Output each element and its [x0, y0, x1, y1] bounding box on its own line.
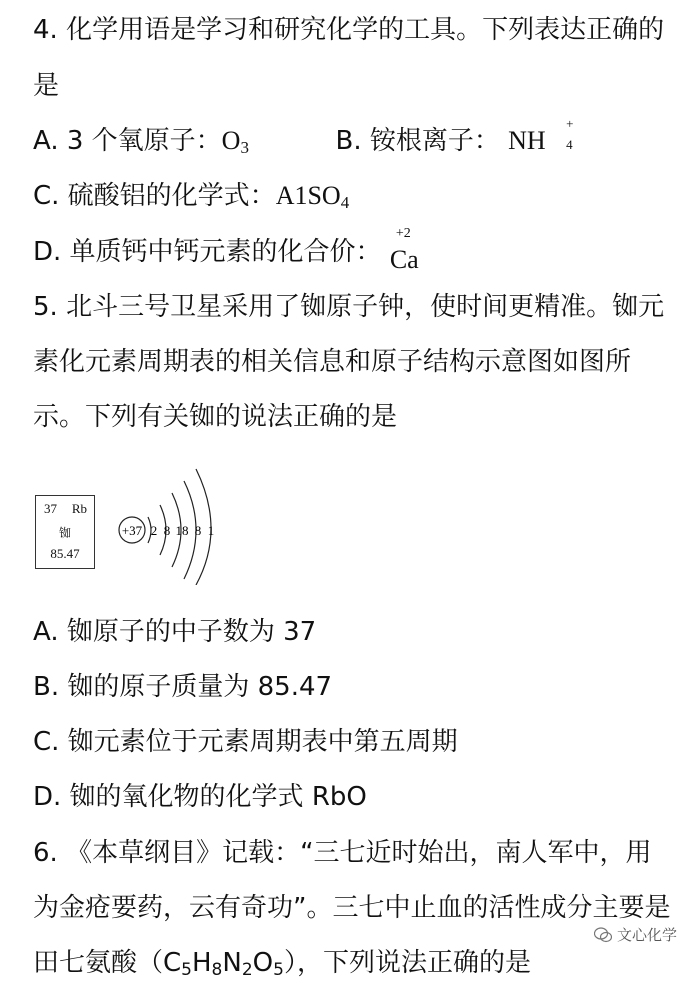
shell-count-3: 18 — [175, 523, 189, 538]
q4-option-d-formula: +2 Ca — [389, 226, 419, 274]
q5-option-a: A. 铷原子的中子数为 37 — [33, 617, 317, 647]
q5-stem-line1: 5. 北斗三号卫星采用了铷原子钟，使时间更精准。铷元 — [33, 292, 665, 322]
q5-stem-line3: 示。下列有关铷的说法正确的是 — [33, 402, 398, 432]
q4-option-d-label: D. 单质钙中钙元素的化合价： — [33, 237, 382, 267]
watermark-text: 文心化学 — [616, 926, 677, 944]
q5-stem-line2: 素化元素周期表的相关信息和原子结构示意图如图所 — [33, 347, 632, 377]
q5-option-d: D. 铷的氧化物的化学式 RbO — [33, 782, 367, 812]
q4-option-b-label: B. 铵根离子： — [335, 126, 500, 156]
atomic-structure-diagram — [110, 455, 240, 585]
q4-stem-line1: 4. 化学用语是学习和研究化学的工具。下列表达正确的 — [33, 15, 665, 45]
atomic-number: 37 — [44, 501, 57, 516]
shell-count-2: 8 — [163, 523, 171, 538]
watermark — [594, 924, 677, 945]
q4-option-c-formula: $A1SO_4$ — [275, 181, 350, 212]
q4-option-a-formula: $O_3$ — [221, 126, 249, 157]
valence-mark: +2 — [395, 226, 411, 241]
q4-options-row1 — [33, 116, 675, 163]
element-name: 铷 — [58, 526, 71, 540]
q6-stem-line2: 为金疮要药，云有奇功”。三七中止血的活性成分主要是 — [33, 893, 671, 923]
shell-count-5: 1 — [207, 523, 215, 538]
atomic-mass: 85.47 — [50, 546, 80, 561]
q5-option-b: B. 铷的原子质量为 85.47 — [33, 672, 333, 702]
q4-option-c — [33, 181, 675, 218]
q5-option-c: C. 铷元素位于元素周期表中第五周期 — [33, 727, 458, 757]
q4-option-a-label: A. 3 个氧原子： — [33, 126, 222, 156]
q4-option-c-label: C. 硫酸铝的化学式： — [33, 181, 276, 211]
periodic-table-cell — [35, 495, 95, 569]
shell-count-1: 2 — [150, 523, 158, 538]
shell-count-4: 8 — [194, 523, 202, 538]
nucleus-charge: +37 — [121, 523, 143, 538]
q4-option-b-formula: NH + 4 — [508, 116, 574, 155]
q4-stem-line2: 是 — [33, 71, 60, 101]
q6-stem-line1: 6. 《本草纲目》记载：“三七近时始出，南人军中，用 — [33, 838, 652, 868]
q4-option-d — [33, 226, 675, 274]
q6-stem-line3: 田七氨酸$(C_5H_8N_2O_5)$，下列说法正确的是 — [33, 948, 531, 980]
element-symbol: Rb — [71, 501, 87, 516]
wechat-icon — [594, 927, 612, 943]
